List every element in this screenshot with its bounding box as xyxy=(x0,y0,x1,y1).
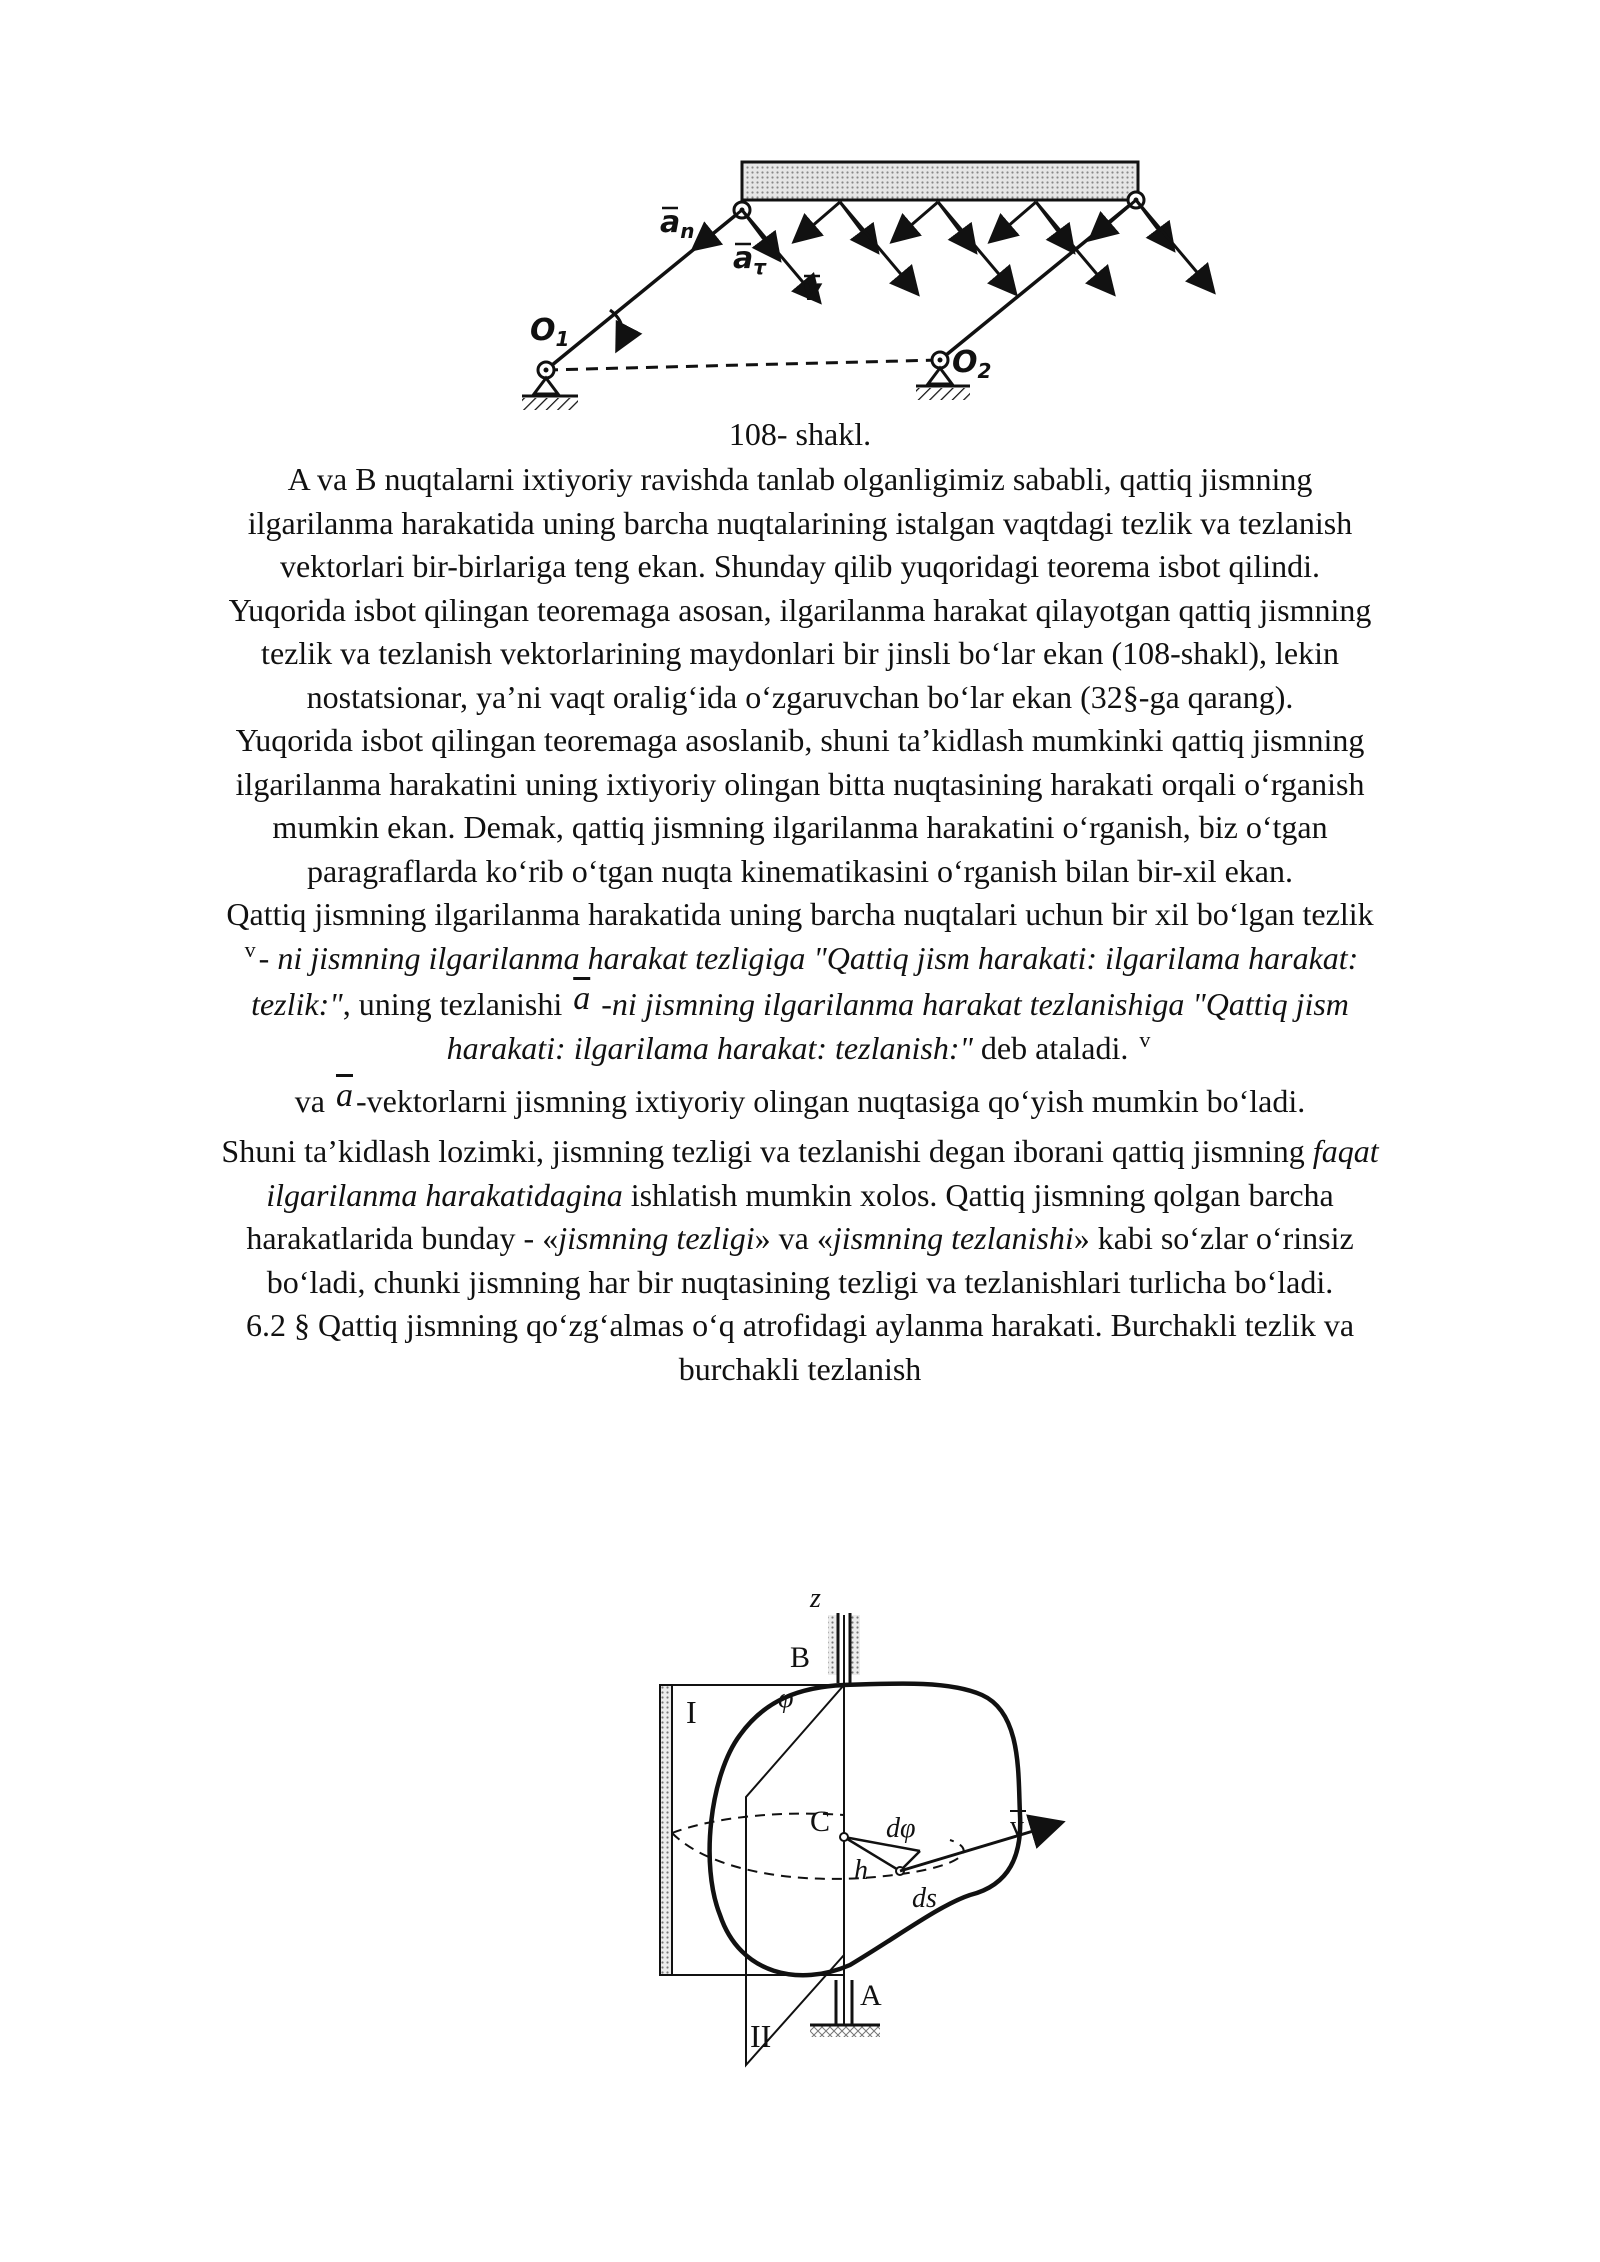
a-symbol-2: $\overline{a}$ xyxy=(335,1077,353,1114)
paragraph-4: Qattiq jismning ilgarilanma harakatida uning barcha nuqtalari uchun bir xil bo‘lgan tezlik $^v$- ni jismning ilgarilanma harakat tezligiga "Qattiq jism harakati: ilgarilama harakat: tezlik:", uning tezlanishi $\overline{a}$ -ni jismning ilgarilanma harakat tezlanishiga "Qattiq jism harakati: ilgarilama harakat: tezlanish:" deb ataladi. $^v$ xyxy=(226,896,1374,1066)
body-text xyxy=(220,458,1380,1391)
label-roman-2: II xyxy=(750,2018,772,2054)
label-o1: $O_1$ xyxy=(530,313,570,351)
bearing-a xyxy=(810,2025,880,2037)
v-symbol-2: v xyxy=(1139,1026,1151,1052)
label-a: A xyxy=(860,1979,882,2012)
label-o2: $O_2$ xyxy=(952,345,992,383)
label-ds: ds xyxy=(912,1883,937,1914)
label-c: C xyxy=(810,1805,831,1838)
label-phi: φ xyxy=(778,1683,794,1714)
figure-rotation xyxy=(650,1575,1070,2075)
label-an: $a_n$ xyxy=(660,205,695,243)
label-z: z xyxy=(810,1583,821,1614)
paragraph-3: Yuqorida isbot qilingan teoremaga asoslanib, shuni ta’kidlash mumkinki qattiq jismning ilgarilanma harakatini uning ixtiyoriy olingan bitta nuqtasining harakati orqali o‘rganish mumkin ekan. Demak, qattiq jismning ilgarilanma harakatini o‘rganish, biz o‘tgan paragraflarda ko‘rib o‘tgan nuqta kinematikasini o‘rganish bilan bir-xil ekan. xyxy=(235,722,1365,889)
paragraph-2: Yuqorida isbot qilingan teoremaga asosan, ilgarilanma harakat qilayotgan qattiq jismning tezlik va tezlanish vektorlarining maydonlari bir jinsli bo‘lar ekan (108-shakl), lekin nostatsionar, ya’ni vaqt oralig‘ida o‘zgaruvchan bo‘lar ekan (32§-ga qarang). xyxy=(228,591,1372,715)
label-b: B xyxy=(790,1641,811,1674)
platform-body xyxy=(742,162,1138,200)
wall xyxy=(660,1685,672,1975)
fixed-link-dashed xyxy=(546,360,940,370)
paragraph-5: Shuni ta’kidlash lozimki, jismning tezligi va tezlanishi degan iborani qattiq jismning faqat ilgarilanma harakatidagina ishlatish mumkin xolos. Qattiq jismning qolgan barcha harakatlarida bunday - «jismning tezligi» va «jismning tezlanishi» kabi so‘zlar o‘rinsiz bo‘ladi, chunki jismning har bir nuqtasining tezligi va tezlanishlari turlicha bo‘ladi. xyxy=(221,1133,1379,1300)
velocity-arrow xyxy=(900,1823,1060,1871)
label-at: $a_\tau$ xyxy=(733,241,767,279)
dashed-orbit xyxy=(672,1833,964,1879)
label-v: v xyxy=(802,273,822,308)
label-roman-1: I xyxy=(686,1694,697,1730)
section-heading: 6.2 § Qattiq jismning qo‘zg‘almas o‘q atrofidagi aylanma harakati. Burchakli tezlik va burchakli tezlanish xyxy=(245,1307,1355,1387)
vector-arrows xyxy=(695,200,1212,300)
v-symbol: v xyxy=(244,936,256,962)
label-dphi: dφ xyxy=(886,1813,916,1844)
paragraph-1: A va B nuqtalarni ixtiyoriy ravishda tanlab olganligimiz sababli, qattiq jismning ilgarilanma harakatida uning barcha nuqtalarining istalgan vaqtdagi tezlik va tezlanish vektorlari bir-birlariga teng ekan. Shunday qilib yuqoridagi teorema isbot qilindi. xyxy=(247,461,1353,584)
figure-caption: 108- shakl. xyxy=(728,416,872,452)
figure-108 xyxy=(500,150,1220,420)
a-symbol: $\overline{a}$ xyxy=(573,980,591,1017)
label-h: h xyxy=(854,1855,868,1886)
paragraph-4b: va $\overline{a}$-vektorlarni jismning ixtiyoriy olingan nuqtasiga qo‘yish mumkin bo‘ladi. xyxy=(294,1077,1306,1119)
rigid-body xyxy=(710,1684,1021,1976)
label-v: v xyxy=(1010,1811,1024,1842)
plane-2 xyxy=(746,1685,844,2065)
